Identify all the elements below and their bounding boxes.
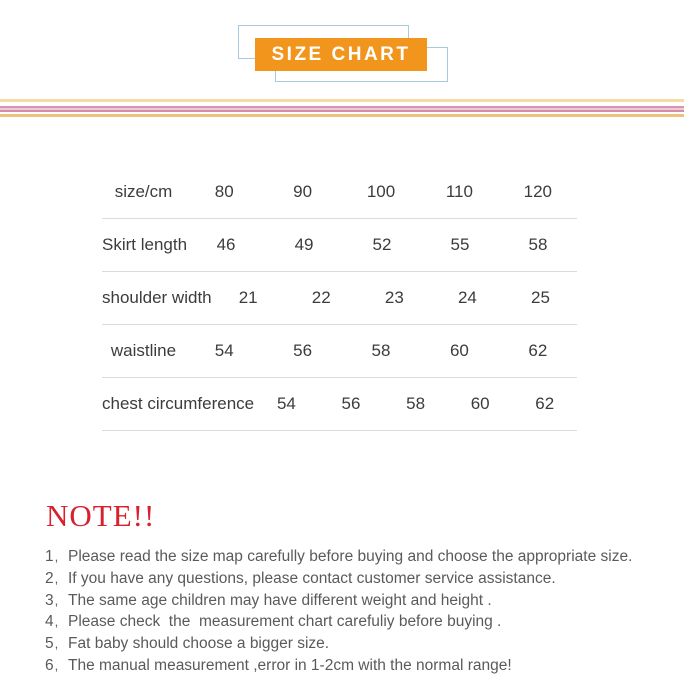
note-item-text: Please read the size map carefully before buying and choose the appropriate size. [68, 548, 633, 565]
table-cell: 56 [341, 394, 361, 413]
note-item-number: 2 , [45, 568, 68, 590]
table-row-shoulder-width [102, 272, 577, 325]
note-heading: NOTE!! [46, 498, 156, 533]
note-item-text: Fat baby should choose a bigger size. [68, 635, 330, 653]
table-cell: 60 [470, 394, 490, 413]
table-row-label: shoulder width [102, 288, 212, 307]
table-cell: 22 [311, 288, 331, 307]
note-item-text: If you have any questions, please contact customer service assistance. [68, 569, 556, 587]
size-table [102, 166, 577, 431]
table-cell: 58 [371, 341, 391, 360]
divider-stripe-yellow-top [0, 99, 684, 102]
table-row-label: waistline [110, 341, 177, 360]
table-cell: 120 [523, 182, 553, 201]
table-header-label: size/cm [114, 182, 173, 201]
table-cell: 56 [293, 341, 313, 360]
table-cell: 23 [384, 288, 404, 307]
note-item [45, 568, 632, 590]
note-item-text: Please check the measurement chart carefuliy before buying . [68, 613, 502, 631]
table-row-waistline [102, 325, 577, 378]
note-item [45, 590, 632, 612]
divider-stripe-pink-bottom [0, 110, 684, 112]
table-cell: 54 [214, 341, 234, 360]
table-cell: 24 [457, 288, 477, 307]
banner-title: SIZE CHART [271, 43, 411, 65]
note-item-number: 6 , [45, 655, 68, 677]
table-cell: 62 [535, 394, 555, 413]
table-row-chest-circumference [102, 378, 577, 431]
note-item-number: 5 , [45, 633, 68, 655]
table-cell: 100 [366, 182, 396, 201]
note-item-number: 1 , [45, 546, 68, 568]
table-row-label: chest circumference [102, 394, 255, 413]
table-row-sizes [102, 166, 577, 219]
table-cell: 46 [216, 235, 236, 254]
table-cell: 90 [293, 182, 313, 201]
table-cell: 52 [372, 235, 392, 254]
table-cell: 25 [531, 288, 550, 307]
table-cell: 49 [294, 235, 314, 254]
note-list [45, 546, 632, 677]
table-cell: 58 [528, 235, 548, 254]
table-cell: 58 [406, 394, 426, 413]
table-cell: 80 [214, 182, 234, 201]
note-item [45, 633, 632, 655]
decorative-divider [0, 99, 684, 117]
table-cell: 62 [528, 341, 548, 360]
divider-stripe-yellow-bottom [0, 114, 684, 117]
size-chart-banner [255, 38, 427, 71]
note-item [45, 611, 632, 633]
table-cell: 60 [449, 341, 469, 360]
note-item-text: The manual measurement ,error in 1-2cm with the normal range! [68, 656, 512, 674]
table-cell: 21 [238, 288, 258, 307]
table-cell: 54 [276, 394, 296, 413]
table-row-skirt-length [102, 219, 577, 272]
note-item-number: 4 , [45, 611, 68, 633]
note-item [45, 655, 632, 677]
table-cell: 55 [450, 235, 470, 254]
note-item-text: The same age children may have different weight and height . [68, 591, 492, 609]
table-cell: 110 [445, 182, 473, 201]
table-row-label: Skirt length [102, 235, 188, 254]
note-item [45, 546, 632, 568]
note-item-number: 3 , [45, 590, 68, 612]
